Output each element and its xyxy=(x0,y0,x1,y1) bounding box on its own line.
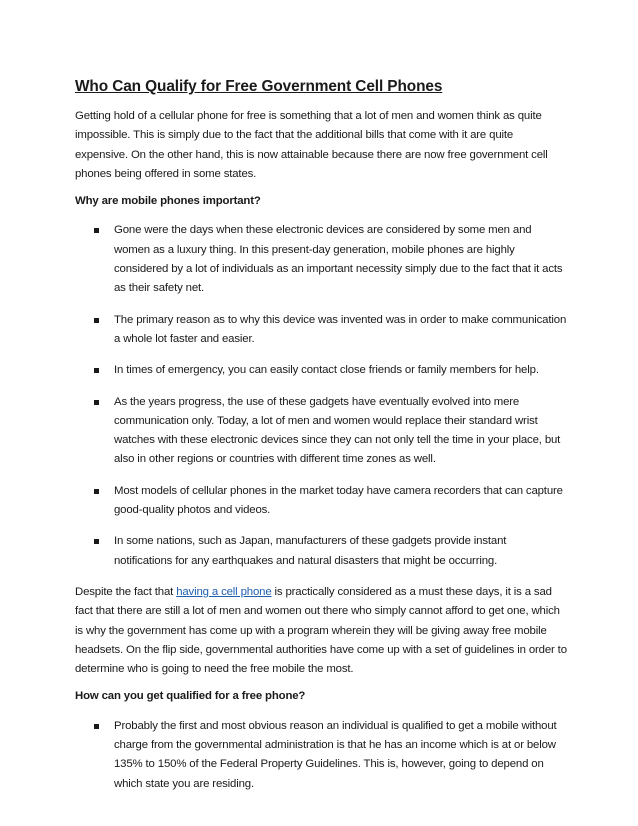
list-item-text: In times of emergency, you can easily contact close friends or family members for help. xyxy=(114,364,539,377)
square-bullet-icon xyxy=(94,228,99,233)
list-item xyxy=(75,717,567,794)
list-item-text: The primary reason as to why this device was invented was in order to make communication a whole lot faster and easier. xyxy=(114,313,567,345)
document-title: Who Can Qualify for Free Government Cell Phones xyxy=(75,78,443,95)
square-bullet-icon xyxy=(94,539,99,544)
list-item-text: Gone were the days when these electronic devices are considered by some men and women as a luxury thing. In this present-day generation, mobile phones are highly considered by a lot of individuals as an important necessity simply due to the fact that it acts as their safety net. xyxy=(114,224,563,295)
having-a-cell-phone-link[interactable]: having a cell phone xyxy=(176,585,272,598)
list-item xyxy=(75,482,567,521)
qualification-list xyxy=(75,717,567,794)
square-bullet-icon xyxy=(94,489,99,494)
square-bullet-icon xyxy=(94,318,99,323)
list-item xyxy=(75,361,567,380)
document-body xyxy=(75,77,567,806)
list-item-text: Most models of cellular phones in the market today have camera recorders that can capture good-quality photos and videos. xyxy=(114,484,563,517)
list-item xyxy=(75,311,567,350)
list-item xyxy=(75,221,567,298)
square-bullet-icon xyxy=(94,400,99,405)
importance-list xyxy=(75,221,567,570)
list-item-text: Probably the first and most obvious reason an individual is qualified to get a mobile without charge from the governmental administration is that he has an income which is at or below 135% to 150% of the Federal Property Guidelines. This is, however, going to depend on which state you are residing. xyxy=(114,719,557,790)
list-item xyxy=(75,393,567,470)
section-heading-why-important: Why are mobile phones important? xyxy=(75,195,261,208)
list-item-text: In some nations, such as Japan, manufacturers of these gadgets provide instant notifications for any earthquakes and natural disasters that might be occurring. xyxy=(114,535,507,567)
square-bullet-icon xyxy=(94,368,99,373)
intro-paragraph: Getting hold of a cellular phone for free is something that a lot of men and women think as quite impossible. This is simply due to the fact that the additional bills that come with it are quite expensive. On the other hand, this is now attainable because there are now free government cell phones being offered in some states. xyxy=(75,110,548,180)
paragraph-text-before-link: Despite the fact that xyxy=(75,585,177,598)
paragraph-text-after-link: is practically considered as a must these days, it is a sad fact that there are still a lot of men and women out there who simply cannot afford to get one, which is why the government has come up with a program wherein they will be giving away free mobile headsets. On the flip side, governmental authorities have come up with a set of guidelines in order to determine who is going to need the free mobile the most. xyxy=(75,585,567,676)
list-item xyxy=(75,532,567,571)
government-program-paragraph xyxy=(75,583,567,679)
square-bullet-icon xyxy=(94,724,99,729)
section-heading-how-qualify: How can you get qualified for a free phone? xyxy=(75,690,306,703)
list-item-text: As the years progress, the use of these gadgets have eventually evolved into mere communication only. Today, a lot of men and women would replace their standard wrist watches with these electronic devices since they can not only tell the time in your place, but also in other regions or countries with different time zones as well. xyxy=(114,395,561,466)
